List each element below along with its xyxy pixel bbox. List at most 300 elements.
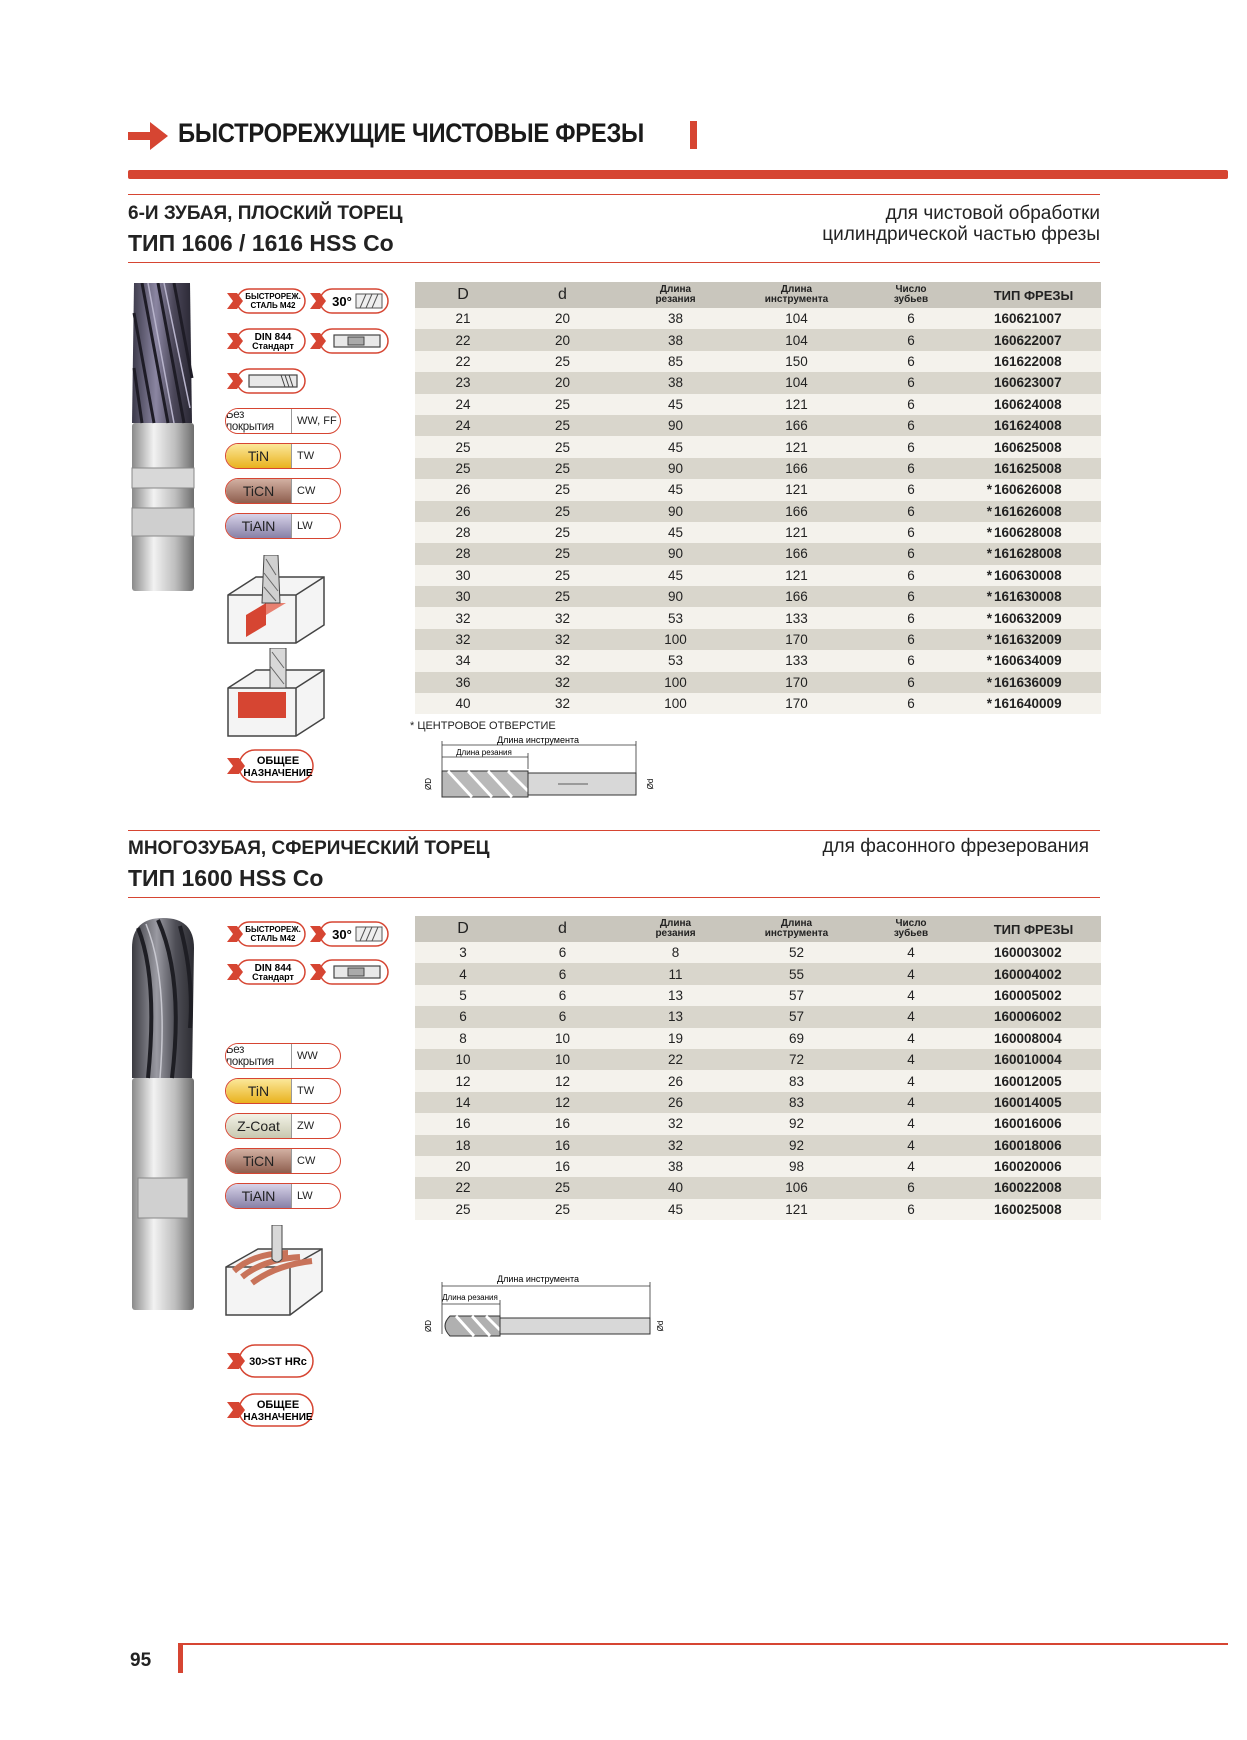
cell-D: 36	[415, 672, 511, 693]
coating-tialn	[225, 1183, 341, 1209]
center-hole-marker: *	[986, 653, 992, 669]
cell-d: 32	[511, 629, 614, 650]
section-purpose	[822, 836, 1089, 857]
svg-text:Длина инструмента: Длина инструмента	[497, 1274, 579, 1284]
coating-code: TW	[297, 1085, 315, 1097]
cell-d: 25	[511, 522, 614, 543]
cell-D: 26	[415, 479, 511, 500]
cell-tool-length: 166	[737, 458, 856, 479]
cell-tool-length: 98	[737, 1156, 856, 1177]
cell-d: 16	[511, 1113, 614, 1134]
cell-type	[966, 1070, 1101, 1091]
type-code: 160014005	[994, 1094, 1062, 1110]
page-number-bar	[178, 1645, 183, 1673]
cell-type	[966, 1028, 1101, 1049]
dimension-diagram	[408, 735, 668, 807]
cell-teeth: 6	[856, 629, 966, 650]
svg-text:Стандарт: Стандарт	[252, 972, 294, 982]
cell-d: 32	[511, 650, 614, 671]
svg-text:БЫСТРОРЕЖ.: БЫСТРОРЕЖ.	[245, 292, 301, 301]
cell-cut-length: 90	[614, 458, 737, 479]
type-code: 160005002	[994, 987, 1062, 1003]
cell-type	[966, 565, 1101, 586]
table-row	[415, 693, 1101, 714]
cell-d: 16	[511, 1135, 614, 1156]
cell-D: 25	[415, 1199, 511, 1220]
cell-tool-length: 69	[737, 1028, 856, 1049]
coating-ticn	[225, 478, 341, 504]
coating-name: Без покрытия	[226, 1044, 292, 1068]
type-code: 160022008	[994, 1180, 1062, 1196]
cell-tool-length: 55	[737, 963, 856, 984]
cell-cut-length: 45	[614, 565, 737, 586]
coating-code: LW	[297, 1190, 313, 1202]
coating-zcoat	[225, 1113, 341, 1139]
cell-cut-length: 38	[614, 329, 737, 350]
section-type: ТИП 1600 HSS Co	[128, 865, 324, 891]
svg-text:Длина инструмента: Длина инструмента	[497, 735, 579, 745]
table-row	[415, 1199, 1101, 1220]
svg-text:ØD: ØD	[424, 1320, 433, 1332]
coating-name: TiAlN	[226, 514, 292, 538]
type-code: 160623007	[994, 375, 1062, 391]
purpose-line: для фасонного фрезерования	[822, 836, 1089, 857]
table-row	[415, 942, 1101, 963]
cell-D: 3	[415, 942, 511, 963]
cell-d: 6	[511, 963, 614, 984]
cell-type	[966, 1092, 1101, 1113]
spec-table	[415, 282, 1101, 714]
cell-teeth: 4	[856, 1092, 966, 1113]
cell-cut-length: 45	[614, 479, 737, 500]
type-code: 160008004	[994, 1030, 1062, 1046]
cell-cut-length: 22	[614, 1049, 737, 1070]
cell-cut-length: 26	[614, 1070, 737, 1091]
cell-teeth: 4	[856, 985, 966, 1006]
cell-teeth: 4	[856, 1135, 966, 1156]
col-header-D: D	[415, 916, 511, 942]
coating-name: TiCN	[226, 1149, 292, 1173]
coating-tin	[225, 1078, 341, 1104]
cell-type	[966, 1156, 1101, 1177]
cell-type	[966, 479, 1101, 500]
cell-teeth: 4	[856, 1070, 966, 1091]
cell-teeth: 6	[856, 329, 966, 350]
cell-d: 6	[511, 942, 614, 963]
cell-d: 12	[511, 1092, 614, 1113]
cell-teeth: 6	[856, 543, 966, 564]
cell-cut-length: 100	[614, 672, 737, 693]
cell-cut-length: 13	[614, 1006, 737, 1027]
coating-code: LW	[297, 520, 313, 532]
cell-type	[966, 693, 1101, 714]
svg-text:СТАЛЬ M42: СТАЛЬ M42	[250, 301, 296, 310]
type-code: 160625008	[994, 439, 1062, 455]
table-row	[415, 672, 1101, 693]
cell-teeth: 6	[856, 1199, 966, 1220]
table-row	[415, 1092, 1101, 1113]
cell-d: 20	[511, 372, 614, 393]
type-code: 161640009	[994, 696, 1062, 712]
cell-d: 12	[511, 1070, 614, 1091]
cell-type	[966, 1049, 1101, 1070]
cell-teeth: 6	[856, 436, 966, 457]
cell-d: 25	[511, 1177, 614, 1198]
table-row	[415, 963, 1101, 984]
general-purpose-badge	[225, 748, 317, 784]
cell-cut-length: 8	[614, 942, 737, 963]
cell-tool-length: 57	[737, 1006, 856, 1027]
helix-angle-badge	[308, 287, 390, 315]
col-header-cut-length: Длина резания	[614, 282, 737, 308]
cell-teeth: 4	[856, 1006, 966, 1027]
col-header-type: ТИП ФРЕЗЫ	[966, 916, 1101, 942]
section-rule-bottom	[128, 262, 1100, 263]
col-header-cut-length: Длина резания	[614, 916, 737, 942]
cell-tool-length: 92	[737, 1113, 856, 1134]
title-accent-bar	[690, 121, 697, 149]
cell-type	[966, 308, 1101, 329]
section-subtitle: МНОГОЗУБАЯ, СФЕРИЧЕСКИЙ ТОРЕЦ	[128, 838, 490, 859]
cell-teeth: 4	[856, 1113, 966, 1134]
center-hole-marker: *	[986, 482, 992, 498]
cell-tool-length: 121	[737, 436, 856, 457]
table-row	[415, 565, 1101, 586]
cell-cut-length: 26	[614, 1092, 737, 1113]
cell-D: 24	[415, 415, 511, 436]
arrow-right-icon	[128, 118, 168, 154]
coating-code: CW	[297, 1155, 316, 1167]
coating-ticn	[225, 1148, 341, 1174]
type-code: 160012005	[994, 1073, 1062, 1089]
cell-d: 16	[511, 1156, 614, 1177]
type-code: 160025008	[994, 1201, 1062, 1217]
center-hole-marker: *	[986, 503, 992, 519]
type-code: 160018006	[994, 1137, 1062, 1153]
cell-teeth: 4	[856, 1028, 966, 1049]
cell-cut-length: 90	[614, 586, 737, 607]
cutting-edge-icon	[225, 367, 307, 395]
coating-code: ZW	[297, 1120, 315, 1132]
cell-teeth: 6	[856, 1177, 966, 1198]
cell-teeth: 6	[856, 565, 966, 586]
cell-teeth: 6	[856, 479, 966, 500]
table-row	[415, 501, 1101, 522]
slot-milling-pictogram	[226, 648, 326, 738]
table-row	[415, 522, 1101, 543]
coating-name: TiN	[226, 1079, 292, 1103]
col-header-tool-length: Длина инструмента	[737, 282, 856, 308]
cell-type	[966, 1135, 1101, 1156]
svg-text:Длина резания: Длина резания	[442, 1293, 498, 1302]
type-code: 160020006	[994, 1159, 1062, 1175]
dimension-diagram	[408, 1272, 668, 1344]
cell-type	[966, 458, 1101, 479]
page-title: БЫСТРОРЕЖУЩИЕ ЧИСТОВЫЕ ФРЕЗЫ	[178, 118, 645, 148]
cell-tool-length: 104	[737, 308, 856, 329]
cell-D: 5	[415, 985, 511, 1006]
cell-d: 20	[511, 308, 614, 329]
page-number: 95	[130, 1650, 152, 1671]
cell-tool-length: 121	[737, 479, 856, 500]
coating-code: CW	[297, 485, 316, 497]
cell-tool-length: 133	[737, 607, 856, 628]
cell-type	[966, 942, 1101, 963]
din-844-badge	[225, 958, 307, 986]
col-header-d: d	[511, 916, 614, 942]
purpose-line: цилиндрической частью фрезы	[822, 224, 1100, 245]
spec-table	[415, 916, 1101, 1220]
cell-D: 32	[415, 629, 511, 650]
section-purpose	[822, 203, 1100, 245]
coating-name: Без покрытия	[226, 409, 292, 433]
cell-tool-length: 106	[737, 1177, 856, 1198]
cell-d: 25	[511, 351, 614, 372]
cell-cut-length: 90	[614, 415, 737, 436]
cell-type	[966, 522, 1101, 543]
cell-D: 16	[415, 1113, 511, 1134]
header-rule	[128, 170, 1228, 179]
svg-text:НАЗНАЧЕНИЕ: НАЗНАЧЕНИЕ	[243, 768, 313, 779]
cell-D: 23	[415, 372, 511, 393]
cell-D: 40	[415, 693, 511, 714]
center-hole-marker: *	[986, 525, 992, 541]
coating-uncoated	[225, 1043, 341, 1069]
cell-type	[966, 351, 1101, 372]
cell-D: 8	[415, 1028, 511, 1049]
type-code: 161630008	[994, 589, 1062, 605]
cell-D: 32	[415, 607, 511, 628]
type-code: 160634009	[994, 653, 1062, 669]
cell-tool-length: 150	[737, 351, 856, 372]
footer-rule	[178, 1643, 1228, 1645]
cell-type	[966, 415, 1101, 436]
type-code: 160626008	[994, 482, 1062, 498]
end-mill-image	[128, 283, 198, 593]
cell-teeth: 4	[856, 1156, 966, 1177]
cell-tool-length: 52	[737, 942, 856, 963]
cell-tool-length: 121	[737, 565, 856, 586]
cell-type	[966, 963, 1101, 984]
hss-m42-badge	[225, 287, 307, 315]
table-row	[415, 1113, 1101, 1134]
cell-cut-length: 100	[614, 629, 737, 650]
cell-type	[966, 607, 1101, 628]
cell-d: 10	[511, 1049, 614, 1070]
svg-text:30°: 30°	[332, 927, 352, 942]
type-code: 160624008	[994, 396, 1062, 412]
center-hole-marker: *	[986, 632, 992, 648]
cell-cut-length: 53	[614, 607, 737, 628]
coating-tin	[225, 443, 341, 469]
cell-type	[966, 650, 1101, 671]
type-code: 160628008	[994, 525, 1062, 541]
col-header-teeth: Число зубьев	[856, 282, 966, 308]
svg-text:Ød: Ød	[646, 778, 655, 790]
table-row	[415, 1135, 1101, 1156]
cell-cut-length: 90	[614, 501, 737, 522]
cell-D: 25	[415, 458, 511, 479]
cell-d: 25	[511, 501, 614, 522]
cell-teeth: 4	[856, 942, 966, 963]
table-row	[415, 586, 1101, 607]
cell-teeth: 6	[856, 415, 966, 436]
cell-tool-length: 121	[737, 522, 856, 543]
table-row	[415, 1156, 1101, 1177]
cell-cut-length: 45	[614, 394, 737, 415]
cell-d: 25	[511, 394, 614, 415]
cell-cut-length: 13	[614, 985, 737, 1006]
table-row	[415, 479, 1101, 500]
svg-text:ØD: ØD	[424, 778, 433, 790]
table-row	[415, 1049, 1101, 1070]
svg-text:СТАЛЬ M42: СТАЛЬ M42	[250, 934, 296, 943]
cell-type	[966, 436, 1101, 457]
cell-cut-length: 38	[614, 308, 737, 329]
center-hole-marker: *	[986, 589, 992, 605]
type-code: 161632009	[994, 632, 1062, 648]
cell-type	[966, 1006, 1101, 1027]
cell-d: 25	[511, 436, 614, 457]
svg-text:БЫСТРОРЕЖ.: БЫСТРОРЕЖ.	[245, 925, 301, 934]
cell-D: 26	[415, 501, 511, 522]
general-purpose-badge	[225, 1392, 317, 1428]
cell-d: 25	[511, 543, 614, 564]
cell-teeth: 6	[856, 693, 966, 714]
col-header-tool-length: Длина инструмента	[737, 916, 856, 942]
cell-tool-length: 166	[737, 586, 856, 607]
table-row	[415, 1177, 1101, 1198]
cell-d: 6	[511, 985, 614, 1006]
table-row	[415, 1028, 1101, 1049]
profile-milling-pictogram	[224, 1225, 324, 1317]
cell-d: 6	[511, 1006, 614, 1027]
cell-tool-length: 72	[737, 1049, 856, 1070]
cell-tool-length: 57	[737, 985, 856, 1006]
cell-teeth: 4	[856, 963, 966, 984]
cell-cut-length: 40	[614, 1177, 737, 1198]
cell-cut-length: 32	[614, 1135, 737, 1156]
cell-teeth: 6	[856, 394, 966, 415]
cell-tool-length: 170	[737, 629, 856, 650]
cell-teeth: 6	[856, 308, 966, 329]
ball-end-mill-image	[128, 918, 198, 1313]
cell-type	[966, 1113, 1101, 1134]
type-code: 160621007	[994, 311, 1062, 327]
table-row	[415, 607, 1101, 628]
svg-text:НАЗНАЧЕНИЕ: НАЗНАЧЕНИЕ	[243, 1412, 313, 1423]
cell-D: 20	[415, 1156, 511, 1177]
center-hole-marker: *	[986, 674, 992, 690]
section-rule-bottom	[128, 897, 1100, 898]
table-row	[415, 650, 1101, 671]
section-subtitle: 6-И ЗУБАЯ, ПЛОСКИЙ ТОРЕЦ	[128, 203, 403, 224]
plain-shank-icon	[308, 958, 390, 986]
cell-D: 18	[415, 1135, 511, 1156]
cell-teeth: 6	[856, 650, 966, 671]
cell-d: 25	[511, 565, 614, 586]
cell-cut-length: 45	[614, 1199, 737, 1220]
cell-tool-length: 104	[737, 372, 856, 393]
table-row	[415, 985, 1101, 1006]
center-hole-marker: *	[986, 546, 992, 562]
type-code: 161626008	[994, 503, 1062, 519]
table-row	[415, 629, 1101, 650]
cell-teeth: 6	[856, 351, 966, 372]
col-header-D: D	[415, 282, 511, 308]
cell-tool-length: 83	[737, 1070, 856, 1091]
coating-code: TW	[297, 450, 315, 462]
center-hole-marker: *	[986, 696, 992, 712]
cell-d: 32	[511, 607, 614, 628]
section-rule-top	[128, 830, 1100, 831]
cell-D: 24	[415, 394, 511, 415]
din-844-badge	[225, 327, 307, 355]
cell-D: 25	[415, 436, 511, 457]
coating-name: TiAlN	[226, 1184, 292, 1208]
cell-d: 20	[511, 329, 614, 350]
hss-m42-badge	[225, 920, 307, 948]
cell-type	[966, 629, 1101, 650]
cell-D: 4	[415, 963, 511, 984]
coating-name: Z-Coat	[226, 1114, 292, 1138]
coating-tialn	[225, 513, 341, 539]
cell-D: 28	[415, 522, 511, 543]
svg-text:Длина резания: Длина резания	[456, 748, 512, 757]
svg-text:DIN 844: DIN 844	[254, 963, 292, 974]
cell-cut-length: 38	[614, 1156, 737, 1177]
coating-code: WW, FF	[297, 415, 337, 427]
cell-d: 25	[511, 458, 614, 479]
section-type: ТИП 1606 / 1616 HSS Co	[128, 230, 394, 256]
type-code: 161624008	[994, 418, 1062, 434]
cell-type	[966, 329, 1101, 350]
footnote: * ЦЕНТРОВОЕ ОТВЕРСТИЕ	[410, 720, 556, 732]
table-row	[415, 308, 1101, 329]
coating-name: TiCN	[226, 479, 292, 503]
table-row	[415, 351, 1101, 372]
svg-text:Стандарт: Стандарт	[252, 341, 294, 351]
cell-cut-length: 100	[614, 693, 737, 714]
coating-code: WW	[297, 1050, 318, 1062]
cell-tool-length: 104	[737, 329, 856, 350]
type-code: 160010004	[994, 1052, 1062, 1068]
cell-teeth: 6	[856, 672, 966, 693]
cell-D: 30	[415, 586, 511, 607]
cell-D: 22	[415, 1177, 511, 1198]
type-code: 161622008	[994, 353, 1062, 369]
type-code: 161628008	[994, 546, 1062, 562]
cell-tool-length: 170	[737, 693, 856, 714]
type-code: 160003002	[994, 945, 1062, 961]
side-milling-pictogram	[226, 555, 326, 645]
cell-type	[966, 1177, 1101, 1198]
cell-type	[966, 672, 1101, 693]
cell-tool-length: 133	[737, 650, 856, 671]
cell-cut-length: 38	[614, 372, 737, 393]
cell-cut-length: 19	[614, 1028, 737, 1049]
coating-uncoated	[225, 408, 341, 434]
cell-cut-length: 90	[614, 543, 737, 564]
type-code: 160004002	[994, 966, 1062, 982]
cell-type	[966, 1199, 1101, 1220]
cell-d: 32	[511, 693, 614, 714]
cell-d: 25	[511, 1199, 614, 1220]
type-code: 161636009	[994, 674, 1062, 690]
cell-teeth: 4	[856, 1049, 966, 1070]
section-rule-top	[128, 194, 1100, 195]
cell-teeth: 6	[856, 501, 966, 522]
